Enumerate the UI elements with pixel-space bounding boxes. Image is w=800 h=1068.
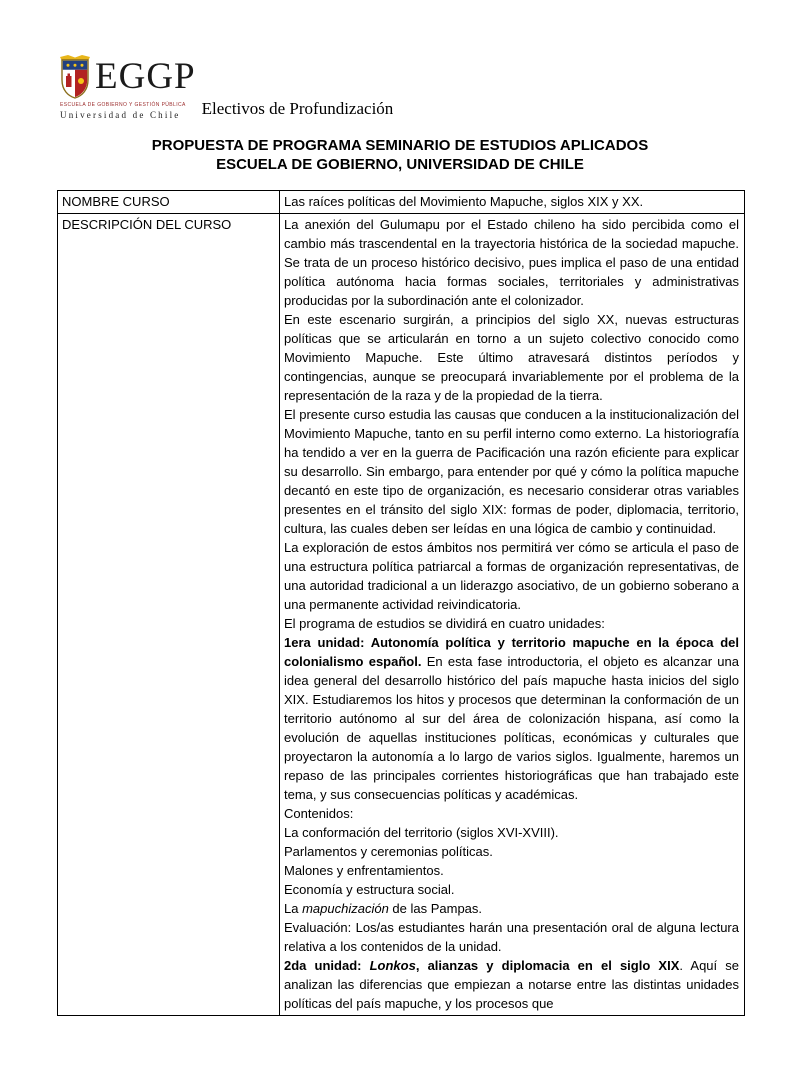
- row-label-nombre-curso: NOMBRE CURSO: [58, 191, 280, 214]
- table-row-descripcion-curso: [58, 214, 745, 1016]
- page-title-line2: ESCUELA DE GOBIERNO, UNIVERSIDAD DE CHILE: [216, 156, 584, 173]
- row-content-descripcion-curso: La anexión del Gulumapu por el Estado chileno ha sido percibida como el cambio más trascendental en la trayectoria histórica de la sociedad mapuche. Se trata de un proceso histórico decisivo, pues implica el paso de una entidad política autónoma hacia formas sociales, territoriales y administrativas producidas por la subordinación ante el colonizador. En este escenario surgirán, a principios del siglo XX, nuevas estructuras políticas que se articularán en torno a un sujeto colectivo conocido como Movimiento Mapuche. Este último atravesará distintos períodos y contingencias, aunque se preocupará invariablemente por el problema de la representación de la raza y de la propiedad de la tierra. El presente curso estudia las causas que conducen a la institucionalización del Movimiento Mapuche, tanto en su perfil interno como externo. La historiografía ha tendido a ver en la guerra de Pacificación una razón eficiente para explicar su desarrollo. Sin embargo, para entender por qué y cómo la política mapuche decantó en este tipo de organización, es necesario considerar otras variables presentes en el tránsito del siglo XIX: formas de poder, diplomacia, territorio, cultura, las cuales deben ser leídas en una lógica de cambio y continuidad. La exploración de estos ámbitos nos permitirá ver cómo se articula el paso de una estructura política patriarcal a formas de organización representativas, de una autoridad tradicional a un liderazgo asociativo, de un gobierno soberano a una permanente actividad reivindicatoria. El programa de estudios se dividirá en cuatro unidades: 1era unidad: Autonomía política y territorio mapuche en la época del colonialismo español. En esta fase introductoria, el objeto es alcanzar una idea general del desarrollo histórico del país mapuche hasta inicios del siglo XIX. Estudiaremos los hitos y procesos que determinan la conformación de un territorio autónomo al sur del área de colonización hispana, así como la evolución de aquellas instituciones políticas, económicas y culturales que proyectaron la autonomía a lo largo de varios siglos. Igualmente, haremos un repaso de las principales corrientes historiográficas que han trabajado este tema, y sus consecuencias políticas y académicas. Contenidos: La conformación del territorio (siglos XVI-XVIII). Parlamentos y ceremonias políticas. Malones y enfrentamientos. Economía y estructura social. La mapuchización de las Pampas. Evaluación: Los/as estudiantes harán una presentación oral de alguna lectura relativa a los contenidos de la unidad. 2da unidad: Lonkos, alianzas y diplomacia en el siglo XIX. Aquí se analizan las diferencias que empiezan a notarse entre las distintas unidades políticas del país mapuche, y los procesos que: [280, 214, 745, 1016]
- row-label-descripcion-curso: DESCRIPCIÓN DEL CURSO: [58, 214, 280, 1016]
- logo-school-line: ESCUELA DE GOBIERNO Y GESTIÓN PÚBLICA: [60, 102, 186, 108]
- university-logo: [60, 54, 196, 120]
- uchile-shield-icon: [60, 54, 90, 100]
- document-header: [60, 54, 393, 120]
- page-title: [0, 136, 800, 174]
- logo-university-name: Universidad de Chile: [60, 110, 181, 120]
- page-title-line1: PROPUESTA DE PROGRAMA SEMINARIO DE ESTUDIOS APLICADOS: [151, 137, 649, 154]
- course-table: [57, 190, 745, 1016]
- program-label: Electivos de Profundización: [201, 99, 394, 118]
- row-content-nombre-curso: Las raíces políticas del Movimiento Mapuche, siglos XIX y XX.: [280, 191, 745, 214]
- logo-row: [60, 54, 196, 100]
- table-row-nombre-curso: [58, 191, 745, 214]
- logo-acronym: EGGP: [95, 56, 196, 98]
